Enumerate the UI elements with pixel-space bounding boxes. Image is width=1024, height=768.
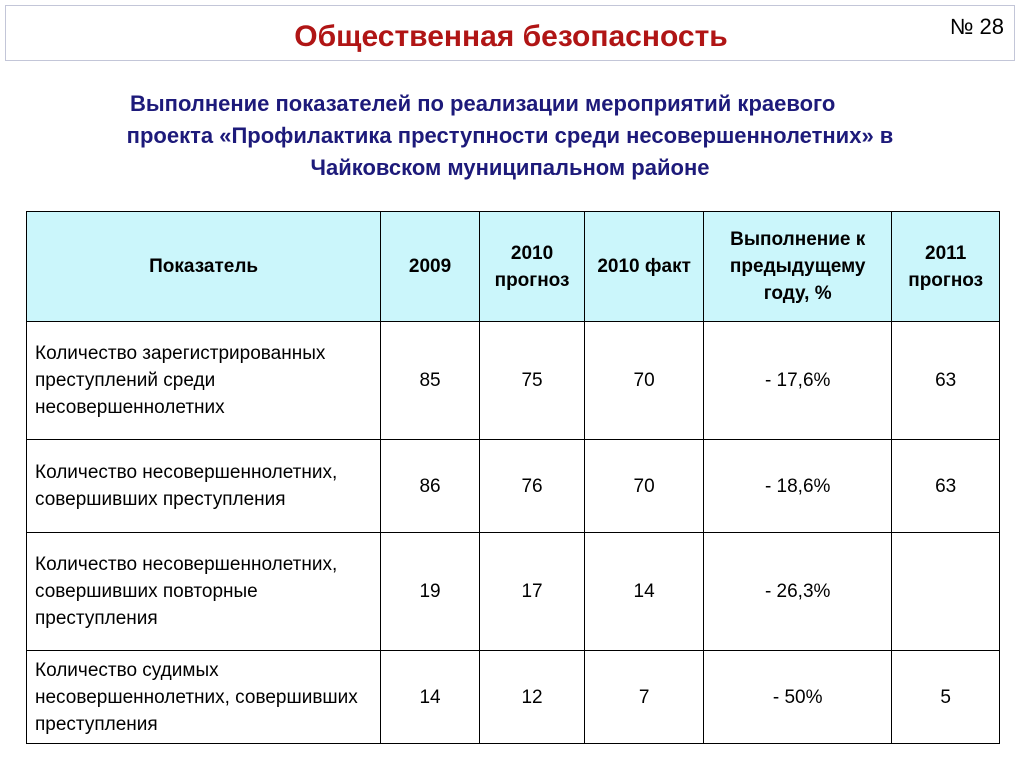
indicators-table <box>26 211 1000 744</box>
cell-2010-fact: 70 <box>585 322 704 440</box>
row-label: Количество несовершеннолетних, совершивших преступления <box>27 440 381 533</box>
cell-2010-forecast: 12 <box>479 651 584 744</box>
cell-2010-forecast: 76 <box>479 440 584 533</box>
cell-execution: - 26,3% <box>704 533 892 651</box>
cell-2010-fact: 70 <box>585 440 704 533</box>
header-2010-fact: 2010 факт <box>585 212 704 322</box>
table-caption <box>30 88 990 184</box>
table-row <box>27 651 1000 744</box>
row-label: Количество судимых несовершеннолетних, совершивших преступления <box>27 651 381 744</box>
cell-2009: 19 <box>381 533 480 651</box>
header-execution: Выполнение к предыдущему году, % <box>704 212 892 322</box>
cell-execution: - 17,6% <box>704 322 892 440</box>
header-2010-forecast: 2010 прогноз <box>479 212 584 322</box>
cell-2011-forecast <box>892 533 1000 651</box>
caption-line-1: Выполнение показателей по реализации мероприятий краевого <box>130 91 836 116</box>
table-row <box>27 322 1000 440</box>
table-row <box>27 440 1000 533</box>
header-2011-forecast: 2011 прогноз <box>892 212 1000 322</box>
cell-2009: 14 <box>381 651 480 744</box>
header-indicator: Показатель <box>27 212 381 322</box>
cell-2010-forecast: 17 <box>479 533 584 651</box>
cell-2009: 85 <box>381 322 480 440</box>
cell-2009: 86 <box>381 440 480 533</box>
cell-2010-fact: 7 <box>585 651 704 744</box>
table-header-row <box>27 212 1000 322</box>
row-label: Количество несовершеннолетних, совершивших повторные преступления <box>27 533 381 651</box>
cell-2011-forecast: 5 <box>892 651 1000 744</box>
title-bar <box>5 5 1015 61</box>
cell-execution: - 18,6% <box>704 440 892 533</box>
cell-execution: - 50% <box>704 651 892 744</box>
row-label: Количество зарегистрированных преступлений среди несовершеннолетних <box>27 322 381 440</box>
header-2009: 2009 <box>381 212 480 322</box>
caption-line-2: проекта «Профилактика преступности среди несовершеннолетних» в <box>126 123 894 148</box>
page-title: Общественная безопасность <box>294 20 728 53</box>
table-row <box>27 533 1000 651</box>
cell-2011-forecast: 63 <box>892 440 1000 533</box>
cell-2010-fact: 14 <box>585 533 704 651</box>
slide-number: № 28 <box>949 14 1004 39</box>
cell-2010-forecast: 75 <box>479 322 584 440</box>
cell-2011-forecast: 63 <box>892 322 1000 440</box>
caption-line-3: Чайковском муниципальном районе <box>310 155 710 180</box>
